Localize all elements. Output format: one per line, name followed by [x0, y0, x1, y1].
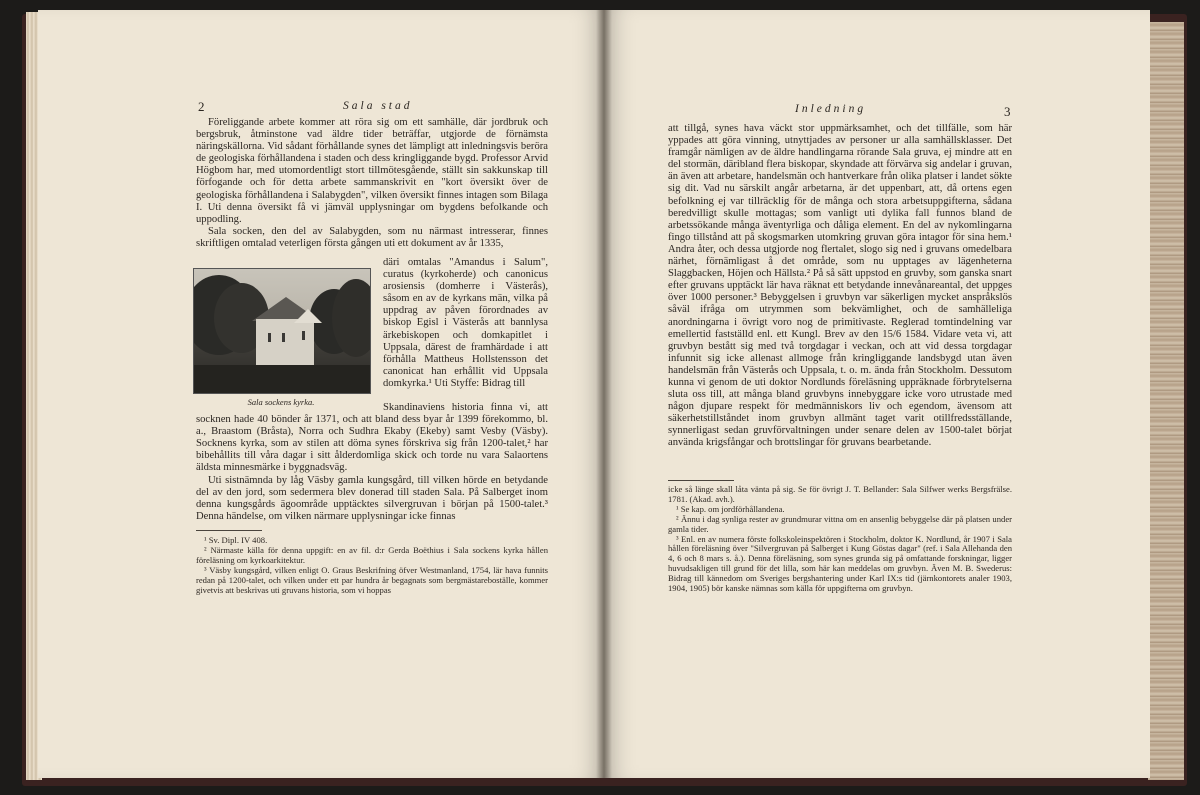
footnote: ³ Väsby kungsgård, vilken enligt O. Graus Beskrifning öfver Westmanland, 1754, lär hava funnits redan på 1200-talet, och vilken under ett par hundra år begagnats som bergmästareboställe, kommer givetvis att beskrivas uti gruvans historia, som vi hoppas	[196, 564, 548, 595]
right-footnote-rule	[668, 480, 734, 481]
left-lower-text	[196, 402, 548, 523]
right-running-head: Inledning	[795, 103, 867, 115]
paragraph-sala-after: Skandinaviens historia finna vi, att socknen hade 40 bönder år 1371, och att bland dess byar år 1399 förekommo, bl. a., Braastom (Bråsta), Norra och Sudhra Ekaby (Ekeby) samt Vesby (Väsby). Socknens kyrka, som av stilen att döma synes förskriva sig från 1200-talet,² har bibehållits till våra dagar i sitt ålderdomliga skick och torde nu vara Salaortens äldsta minnesmärke i byggnadsväg.	[196, 402, 548, 474]
left-footnotes	[196, 536, 548, 595]
paragraph-main: att tillgå, synes hava väckt stor uppmärksamhet, och det tillfälle, som här yppades att göra vinning, utnyttjades av personer ur alla samhällsklasser. Det framgår nämligen av de äldre handlingarna rörande Sala gruva, ej mindre att en del stormän, däribland flera biskopar, skyndade att förvärva sig andelar i gruvan, än även att arbetare, handelsmän och hantverkare från olika platser i landet sökte sig dit. Vad nu särskilt angår arbetarna, är det uppenbart, att, då ortens egen befolkning ej var tillräcklig för de många och stora arbetsuppgifterna, sådana beredvilligt skulle mottagas; som vanligt uti dylika fall funnos bland de arbetssökande många äventyrliga och dåliga element. En del av nykomlingarna fingo tillstånd att på skogsmarken utomkring gruvan göra intagor för sina hem.¹ Andra åter, och dessa utgjorde nog flertalet, slogo sig ned i gruvans omedelbara närhet, förnämligast å det område, som nu upptages av lägenheterna Slaggbacken, Höjen och Hällsta.² På så sätt uppstod en gruvby, som ganska snart efter gruvans upptäckt lär hava räknat ett betydande innevånareantal, det uppges över 1000 personer.³ Bebyggelsen i gruvbyn var säkerligen mycket anspråkslös såväl ifråga om utrymmen som bekvämlighet, och de samhälleliga anordningarna i övrigt voro nog de primitivaste. Reglerad tomtindelning var emellertid fastställd enl. ett Kungl. Brev av den 15/6 1584. Vidare veta vi, att gruvbyn bestått sig med två torgdagar i veckan, och att vid dessa torgdagar infunnit sig icke allenast allmoge från kringliggande landsbygd utan även handelsmän från Västerås och Uppsala, t. o. m. ända från Stockholm. Dessutom kunna vi genom de uti doktor Nordlunds föreläsning uppräknade förbrytelserna sluta oss till, att många bland gruvbyns innebyggare icke voro utrustade med någon djupare respekt för medmänniskors liv och egendom, ävensom att säkerhetstillståndet inom gruvbyn allmänt taget varit otillfredsställande, synnerligast sedan gruvförvaltningen under senare delen av 1500-talet börjat använda krigsfångar och brottslingar för gruvans bearbetande.	[668, 123, 1012, 449]
footnote: ² Ännu i dag synliga rester av grundmurar vittna om en ansenlig bebyggelse där på platsen under gamla tider.	[668, 513, 1012, 534]
left-top-paragraph	[196, 117, 548, 250]
left-footnote-rule	[196, 530, 262, 531]
church-photo	[193, 268, 371, 394]
footnote: ² Närmaste källa för denna uppgift: en av fil. d:r Gerda Boëthius i Sala sockens kyrka hållen föreläsning om kyrkoarkitektur.	[196, 544, 548, 565]
page-edges-right	[1148, 22, 1184, 780]
paragraph-sala-intro: Sala socken, den del av Salabygden, som nu närmast intresserar, finnes skriftligen omtalad veterligen första gången uti ett dokument av år 1335,	[196, 225, 548, 249]
footnote: ¹ Sv. Dipl. IV 408.	[204, 535, 268, 545]
paragraph-sala-wrap: däri omtalas "Amandus i Salum", curatus (kyrkoherde) och canonicus arosiensis (domherre i Västerås), såsom en av de kyrkans män, vilka på uppdrag av påven förordnades av biskop Egisl i Västerås att bannlysa ärkebiskopen och domkapitlet i Uppsala, därest de framhärdade i att förhålla Mattheus Hollstensson det canonicat han erhållit vid Uppsala domkyrka.¹ Uti Styffe: Bidrag till	[383, 257, 548, 389]
right-main-text	[668, 123, 1012, 450]
gutter-shadow	[596, 10, 612, 778]
footnote: ¹ Se kap. om jordförhållandena.	[676, 503, 785, 514]
paragraph-intro: Föreliggande arbete kommer att röra sig om ett samhälle, där jordbruk och bergsbruk, åtminstone vad äldre tider beträffar, utgjorde de förnämsta näringskällorna. Vid sådant förhållande synes det lämpligt att inledningsvis beröra de geologiska förhållandena i staden och dess kringliggande bygd. Professor Arvid Högbom har, med utomordentligt stort tillmötesgående, ställt sin sakkunskap till förfogande och för detta arbete sammanskrivit en "kort översikt över de geologiska förhållandena i Salabygden", vilken översikt finnes intagen som Bilaga I. Uti denna översikt få vi jämväl upplysningar om bygdens befolkande och uppodling.	[196, 117, 548, 225]
right-footnotes	[668, 485, 1012, 594]
figure-caption: Sala sockens kyrka.	[247, 397, 315, 407]
paragraph-vasby: Uti sistnämnda by låg Väsby gamla kungsgård, till vilken hörde en betydande del av den jord, som sedermera blev donerad till staden Sala. På Salberget inom denna kungsgårds ägoområde upptäcktes silvergruvan i början på 1500-talet.³ Denna händelse, om vilken närmare upplysningar icke finnas	[196, 474, 548, 522]
left-wrap-text	[383, 257, 548, 390]
right-folio: 3	[1004, 104, 1011, 119]
left-folio: 2	[198, 99, 205, 114]
footnote: ³ Enl. en av numera förste folkskoleinspektören i Stockholm, doktor K. Nordlund, år 1907 i Sala hållen föreläsning över "Silvergruvan på Salberget i Kung Göstas dagar" (ref. i Sala Allehanda den 4, 6 och 8 mars s. å.). Denna föreläsning, som synes grunda sig på omfattande forskningar, ligger huvudsakligen till grund för det lilla, som här kan meddelas om gruvbyn. Även M. B. Swederus: Bidrag till kännedom om Sveriges bergshantering under Karl IX:s tid (järnkontorets analer 1903, 1904, 1905) bör kanske nämnas som källa för uppgifterna om gruvbyn.	[668, 533, 1012, 594]
left-running-head: Sala stad	[343, 100, 413, 112]
footnote-continued: icke så länge skall låta vänta på sig. Se för övrigt J. T. Bellander: Sala Silfwer werks Bergsfrälse. 1781. (Akad. avh.).	[668, 484, 1012, 504]
